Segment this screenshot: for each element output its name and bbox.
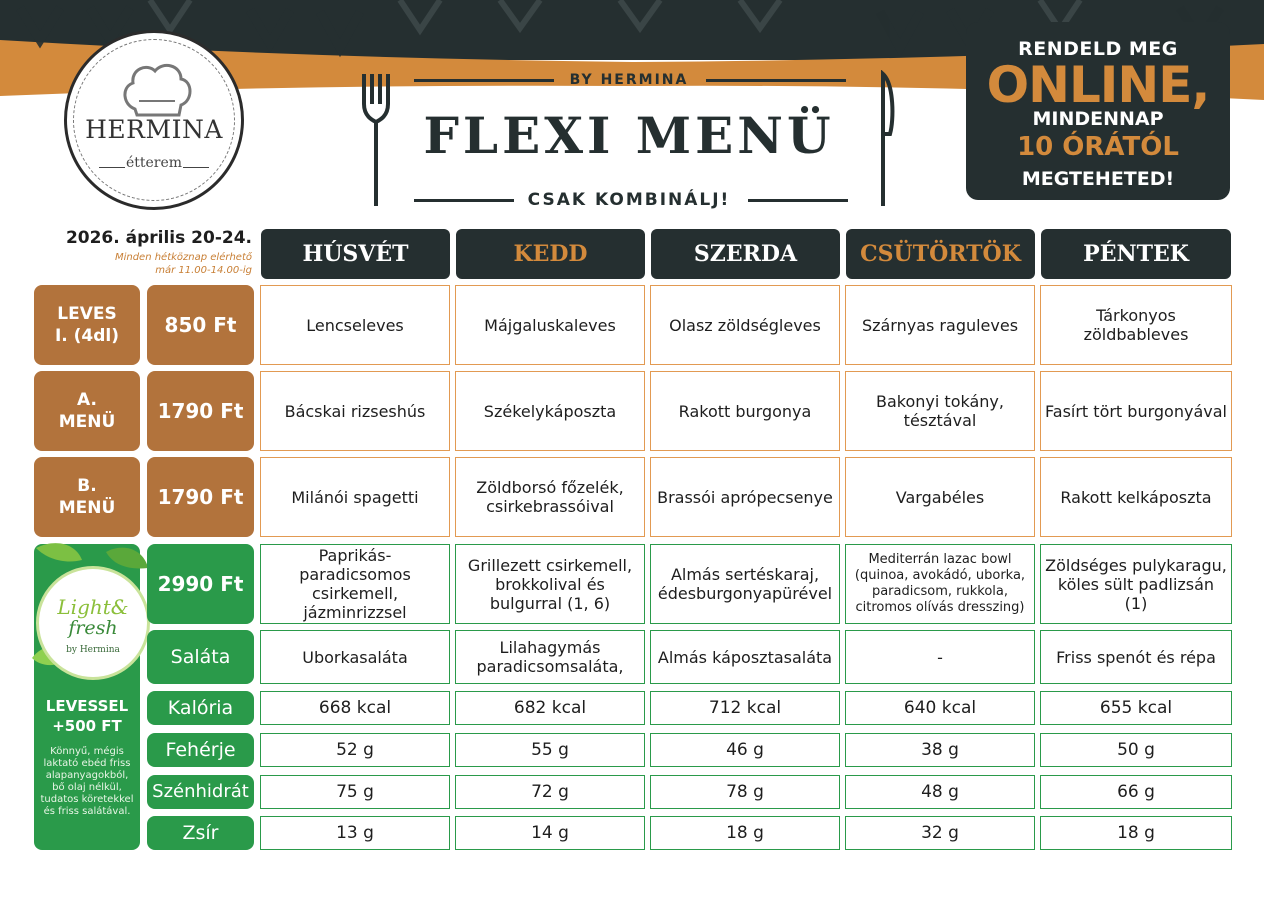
fresh-main-cell: Grillezett csirkemell, brokkolival és bulgurral (1, 6) xyxy=(455,544,645,624)
nutrition-cell: 655 kcal xyxy=(1040,691,1232,725)
nutrition-cell: 50 g xyxy=(1040,733,1232,767)
fork-icon xyxy=(358,70,394,210)
logo-line-right xyxy=(183,167,209,168)
soup-addon-line-2: +500 FT xyxy=(52,717,122,735)
nutrition-cell: 55 g xyxy=(455,733,645,767)
menu-cell: Rakott burgonya xyxy=(650,371,840,451)
menu-cell: Brassói aprópecsenye xyxy=(650,457,840,537)
day-header-monday: HÚSVÉT xyxy=(261,229,450,279)
menu-cell: Bakonyi tokány, tésztával xyxy=(845,371,1035,451)
logo-name: HERMINA xyxy=(85,115,223,144)
row-label-protein: Fehérje xyxy=(147,733,254,767)
menu-cell: Bácskai rizseshús xyxy=(260,371,450,451)
day-header-tuesday: KEDD xyxy=(456,229,645,279)
light-fresh-description: Könnyű, mégis laktató ebéd friss alapanyagokból, bő olaj nélkül, tudatos köretekkel és friss salátával. xyxy=(40,746,134,817)
title-rule-top-right xyxy=(706,79,846,82)
row-label-line-2: MENÜ xyxy=(58,498,116,518)
nutrition-cell: 52 g xyxy=(260,733,450,767)
row-label-calories: Kalória xyxy=(147,691,254,725)
online-line-2: ONLINE, xyxy=(986,56,1210,114)
by-hermina: BY HERMINA xyxy=(569,72,689,88)
fresh-main-cell: Almás sertéskaraj, édesburgonyapürével xyxy=(650,544,840,624)
nutrition-cell: 668 kcal xyxy=(260,691,450,725)
online-order-box xyxy=(966,22,1230,200)
row-label-line-1: A. xyxy=(77,390,97,410)
menu-cell: Májgaluskaleves xyxy=(455,285,645,365)
page-title: FLEXI MENÜ xyxy=(423,106,835,165)
light-fresh-logo xyxy=(36,566,150,680)
nutrition-cell: 66 g xyxy=(1040,775,1232,809)
salad-cell: Uborkasaláta xyxy=(260,630,450,684)
nutrition-cell: 72 g xyxy=(455,775,645,809)
menu-cell: Rakott kelkáposzta xyxy=(1040,457,1232,537)
row-label-soup xyxy=(34,285,140,365)
menu-cell: Vargabéles xyxy=(845,457,1035,537)
logo-light-text: Light& xyxy=(57,595,129,619)
logo-by-text: by Hermina xyxy=(66,645,120,655)
light-fresh-panel xyxy=(34,544,140,850)
date-range: 2026. április 20-24. xyxy=(65,228,252,248)
title-area xyxy=(356,66,902,212)
nutrition-cell: 32 g xyxy=(845,816,1035,850)
logo-subtitle: étterem xyxy=(125,155,183,171)
day-header-thursday: CSÜTÖRTÖK xyxy=(846,229,1035,279)
row-label-line-1: B. xyxy=(77,476,97,496)
nutrition-cell: 46 g xyxy=(650,733,840,767)
row-label-carbs: Szénhidrát xyxy=(147,775,254,809)
nutrition-cell: 18 g xyxy=(650,816,840,850)
nutrition-cell: 78 g xyxy=(650,775,840,809)
row-price-fresh: 2990 Ft xyxy=(147,544,254,624)
menu-cell: Milánói spagetti xyxy=(260,457,450,537)
salad-cell: Almás káposztasaláta xyxy=(650,630,840,684)
fresh-main-cell: Zöldséges pulykaragu, köles sült padlizsán (1) xyxy=(1040,544,1232,624)
soup-addon-line-1: LEVESSEL xyxy=(45,697,129,715)
day-header-friday: PÉNTEK xyxy=(1041,229,1231,279)
nutrition-cell: 38 g xyxy=(845,733,1035,767)
logo-fresh-text: fresh xyxy=(68,617,118,639)
soup-addon xyxy=(34,696,140,736)
menu-cell: Olasz zöldségleves xyxy=(650,285,840,365)
fresh-main-cell: Mediterrán lazac bowl (quinoa, avokádó, uborka, paradicsom, rukkola, citromos olívás dresszing) xyxy=(845,544,1035,624)
salad-cell: - xyxy=(845,630,1035,684)
salad-cell: Lilahagymás paradicsomsaláta, xyxy=(455,630,645,684)
online-line-1: RENDELD MEG xyxy=(1018,38,1178,60)
nutrition-cell: 682 kcal xyxy=(455,691,645,725)
row-price-b-menu: 1790 Ft xyxy=(147,457,254,537)
nutrition-cell: 712 kcal xyxy=(650,691,840,725)
row-label-line-1: LEVES xyxy=(57,304,117,324)
menu-cell: Lencseleves xyxy=(260,285,450,365)
nutrition-cell: 75 g xyxy=(260,775,450,809)
tagline: CSAK KOMBINÁLJ! xyxy=(527,190,731,210)
salad-cell: Friss spenót és répa xyxy=(1040,630,1232,684)
menu-cell: Székelykáposzta xyxy=(455,371,645,451)
hermina-logo xyxy=(64,30,244,210)
row-label-salad: Saláta xyxy=(147,630,254,684)
row-label-fat: Zsír xyxy=(147,816,254,850)
row-label-b-menu xyxy=(34,457,140,537)
date-note xyxy=(40,251,252,277)
row-label-line-2: I. (4dl) xyxy=(54,326,120,346)
nutrition-cell: 640 kcal xyxy=(845,691,1035,725)
row-price-a-menu: 1790 Ft xyxy=(147,371,254,451)
online-line-3: MINDENNAP xyxy=(1032,108,1164,130)
row-label-a-menu xyxy=(34,371,140,451)
date-note-line-2: már 11.00-14.00-ig xyxy=(155,265,252,276)
fresh-main-cell: Paprikás-paradicsomos csirkemell, jázminrizzsel xyxy=(260,544,450,624)
day-header-wednesday: SZERDA xyxy=(651,229,840,279)
online-line-4: 10 ÓRÁTÓL xyxy=(1017,132,1179,162)
row-price-soup: 850 Ft xyxy=(147,285,254,365)
menu-cell: Zöldborsó főzelék, csirkebrassóival xyxy=(455,457,645,537)
row-label-line-2: MENÜ xyxy=(58,412,116,432)
menu-cell: Tárkonyos zöldbableves xyxy=(1040,285,1232,365)
nutrition-cell: 18 g xyxy=(1040,816,1232,850)
chef-hat-icon xyxy=(119,57,195,119)
menu-cell: Szárnyas raguleves xyxy=(845,285,1035,365)
nutrition-cell: 48 g xyxy=(845,775,1035,809)
nutrition-cell: 13 g xyxy=(260,816,450,850)
title-rule-bottom-right xyxy=(748,199,848,202)
online-line-5: MEGTEHETED! xyxy=(1021,168,1175,190)
date-note-line-1: Minden hétköznap elérhető xyxy=(114,252,252,263)
menu-cell: Fasírt tört burgonyával xyxy=(1040,371,1232,451)
knife-icon xyxy=(868,70,898,210)
nutrition-cell: 14 g xyxy=(455,816,645,850)
